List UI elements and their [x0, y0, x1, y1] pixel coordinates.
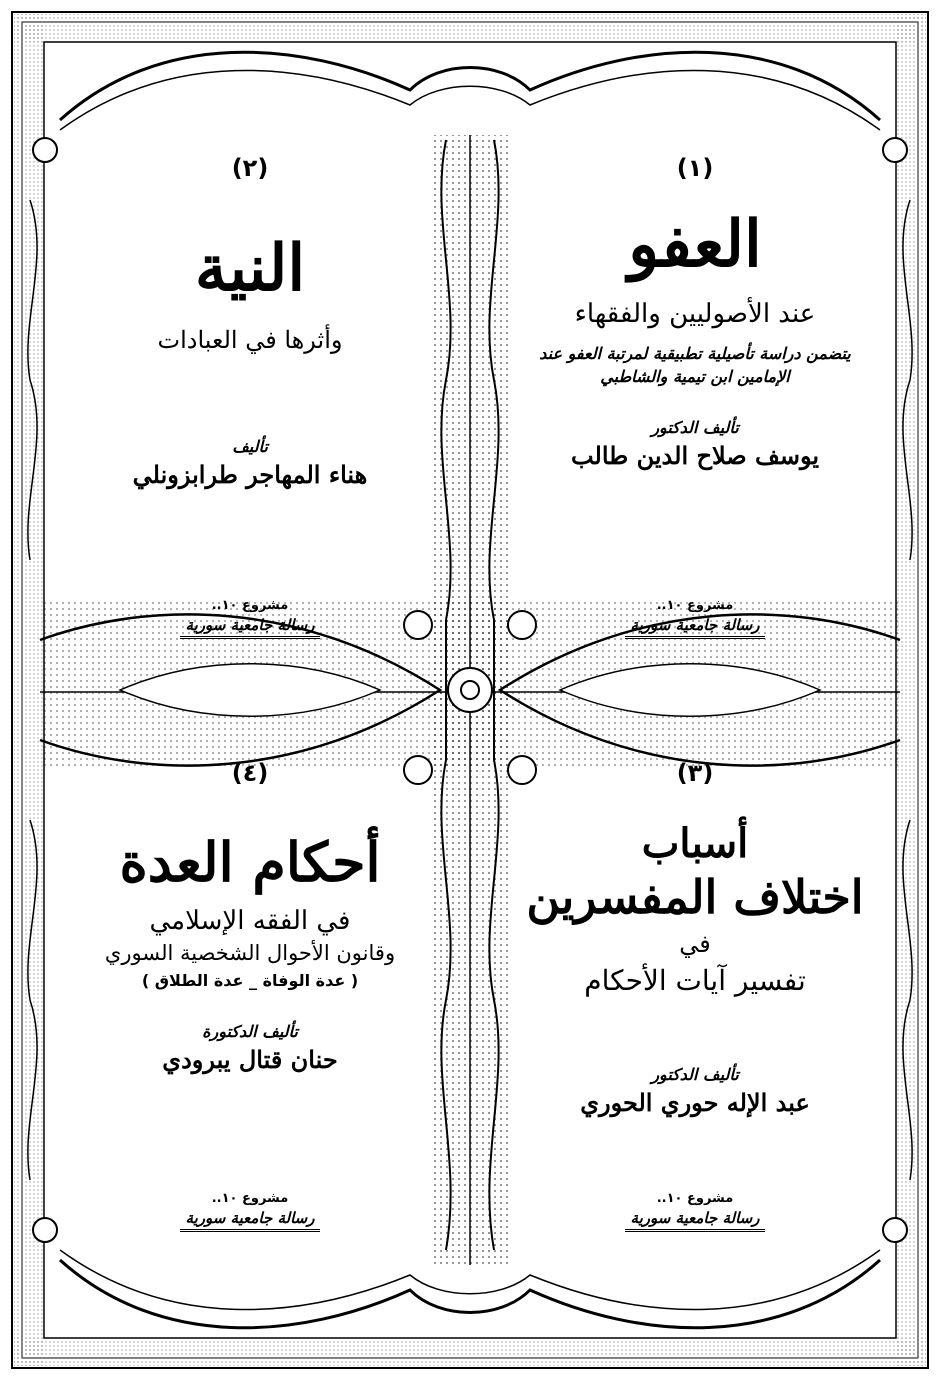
book-4-panel [45, 755, 455, 1227]
book-3-number: (٣) [676, 759, 714, 787]
book-3-subtitle: تفسير آيات الأحكام [584, 964, 806, 998]
book-4-series: رسالة جامعية سورية [180, 1209, 321, 1232]
book-4-author-label: تأليف الدكتورة [202, 1022, 298, 1042]
book-2-subtitle: وأثرها في العبادات [157, 325, 343, 354]
book-2-author: هناء المهاجر طرابزونلي [132, 460, 368, 490]
book-1-author: يوسف صلاح الدين طالب [570, 441, 820, 471]
book-3-author: عبد الإله حوري الحوري [580, 1087, 810, 1117]
book-3-title: اختلاف المفسرين [526, 870, 864, 924]
book-1-title: العفو [628, 207, 762, 282]
book-3-author-label: تأليف الدكتور [651, 1064, 739, 1084]
book-2-title: النية [194, 231, 306, 306]
book-4-subtitle-3: ( عدة الوفاة _ عدة الطلاق ) [141, 970, 359, 990]
book-1-number: (١) [676, 154, 714, 182]
book-2-panel [45, 150, 455, 634]
book-4-number: (٤) [231, 759, 269, 787]
book-3-panel [490, 755, 900, 1227]
book-4-title: أحكام العدة [119, 830, 381, 894]
book-1-series: رسالة جامعية سورية [625, 616, 766, 639]
book-3-series: رسالة جامعية سورية [625, 1209, 766, 1232]
book-2-number: (٢) [231, 154, 269, 182]
book-1-description: يتضمن دراسة تأصيلية تطبيقية لمرتبة العفو عند الإمامين ابن تيمية والشاطبي [539, 343, 851, 387]
book-4-project: مشروع ١٠.. [211, 1191, 289, 1206]
book-1-project: مشروع ١٠.. [656, 598, 734, 613]
book-3-project: مشروع ١٠.. [656, 1191, 734, 1206]
book-2-project: مشروع ١٠.. [211, 598, 289, 613]
book-4-subtitle-2: وقانون الأحوال الشخصية السوري [104, 941, 396, 966]
book-4-subtitle: في الفقه الإسلامي [149, 906, 351, 937]
book-1-author-label: تأليف الدكتور [651, 418, 739, 438]
book-1-subtitle: عند الأصوليين والفقهاء [574, 298, 816, 329]
book-3-title-top: أسباب [641, 820, 749, 867]
book-2-author-label: تأليف [232, 437, 268, 457]
book-2-series: رسالة جامعية سورية [180, 616, 321, 639]
book-4-author: حنان قتال يبرودي [162, 1045, 338, 1075]
book-3-connector: في [679, 929, 711, 958]
book-1-panel [490, 150, 900, 634]
